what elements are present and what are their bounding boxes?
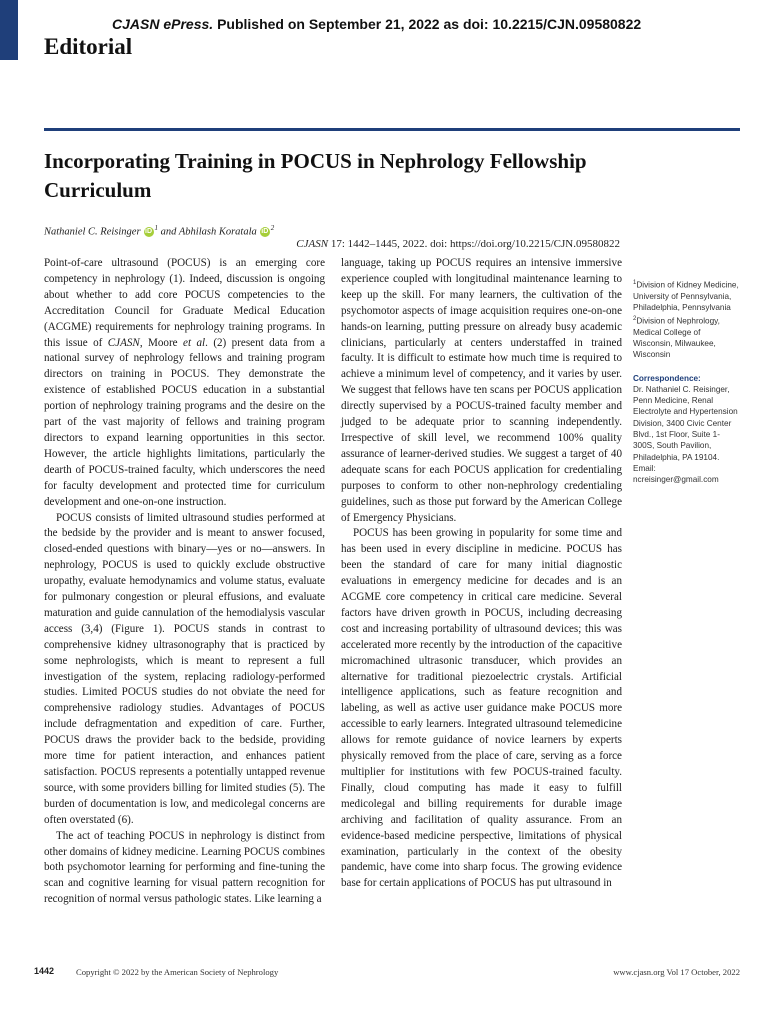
paragraph: POCUS has been growing in popularity for some time and has been used in every discipline in medicine. POCUS has been the standard of care for many initial diagnostic evaluations in emergency medicine for decades and is an ACGME core competency in critical care medicine. Several factors have driven growth in POCUS, including decreasing cost and increasing portability of ultrasound devices; this was accelerated more recently by the introduction of the capacitive micromachined ultrasonic transducer, which provides an alternative for traditional piezoelectric crystals. Artificial intelligence applications, such as feature recognition and labeling, as well as active user guidance make POCUS more accessible to early learners. Integrated ultrasound telemedicine allows for remote guidance of novice learners by experts physically removed from the place of care, serving as a force multiplier for institutions with few POCUS-trained faculty. Finally, cloud computing has made it easy to fulfill medicolegal and billing requirements for durable image archiving and facilitation of quality assurance. From an evidence-based medicine perspective, limitations of physical examination, particularly in the context of the obesity pandemic, have come into sharp focus. The growing evidence base for certain applications of POCUS has put ultrasound in (341, 527, 622, 890)
paragraph: POCUS consists of limited ultrasound studies performed at the bedside by the provider and is meant to answer focused, closed-ended questions with binary—yes or no—answers. In nephrology, POCUS is used to quickly exclude obstructive uropathy, evaluate hemodynamics and volume status, evaluate for pulmonary congestion or pleural effusions, and evaluate maturation and guide cannulation of the hemodialysis vascular access (3,4) (Figure 1). POCUS stands in contrast to comprehensive kidney ultrasonography that is practiced by some nephrologists, which is meant to represent a full investigation of the system, replacing radiology-performed studies. Limited POCUS studies do not obviate the need for comprehensive radiology studies. Advantages of POCUS include defragmentation and expedition of care. Further, POCUS draws the provider back to the bedside, providing more time for patient interaction, and enhances patient satisfaction. POCUS represents a potentially untapped revenue source, with some providers billing for limited studies (5). The burden of documentation is low, and medicolegal concerns are often overstated (6). (44, 511, 325, 826)
paragraph-text: , Moore (139, 336, 184, 349)
affiliation-2 (633, 314, 741, 361)
citation-journal: CJASN (296, 238, 329, 250)
footer-copyright: Copyright © 2022 by the American Society of Nephrology (76, 967, 279, 977)
citation-doi[interactable]: 17: 1442–1445, 2022. doi: https://doi.org/10.2215/CJN.09580822 (330, 238, 620, 250)
journal-name: CJASN (107, 336, 140, 349)
affiliation-text: Division of Kidney Medicine, University of Pennsylvania, Philadelphia, Pennsylvania (633, 280, 739, 313)
paragraph: language, taking up POCUS requires an intensive immersive experience coupled with longitudinal maintenance learning to keep up the skill. For many learners, the cultivation of the psychomotor aspects of image acquisition requires one-on-one hands-on learning, putting pressure on already busy academic clinicians, particularly at centers understaffed in trained faculty. It is difficult to estimate how much time is required to achieve a minimum level of competency, and it varies by user. We suggest that fellows have ten scans per POCUS application directly supervised by a POCUS-trained faculty member and judged to be adequate prior to scanning independently. Irrespective of skill level, we recommend 100% quality assurance of learner-derived studies. We suggest a target of 40 adequate scans for each POCUS application for credentialing purposes to conform to other non-nephrology credentialing guidelines, such as those put forward by the American College of Emergency Physicians. (341, 257, 622, 524)
section-label: Editorial (44, 34, 133, 59)
header-rule (44, 128, 740, 131)
body-column-1 (44, 256, 325, 908)
body-column-2 (341, 256, 622, 892)
author-2-affiliation: 2 (270, 224, 275, 232)
author-conjunction: and (160, 226, 177, 238)
affiliation-text: Division of Nephrology, Medical College of Wisconsin, Milwaukee, Wisconsin (633, 316, 720, 360)
orcid-icon[interactable]: iD (145, 228, 153, 236)
article-title: Incorporating Training in POCUS in Nephrology Fellowship Curriculum (44, 149, 587, 202)
et-al: et al (183, 336, 206, 349)
affiliation-marker: 2 (633, 315, 637, 322)
epress-banner (112, 16, 641, 32)
citation-line (296, 238, 620, 250)
author-1-affiliation: 1 (154, 224, 159, 232)
footer-journal-info: www.cjasn.org Vol 17 October, 2022 (613, 967, 740, 977)
correspondence-heading: Correspondence: (633, 373, 701, 383)
epress-text: Published on September 21, 2022 as doi: 10.2215/CJN.09580822 (217, 16, 642, 32)
affiliation-1 (633, 278, 741, 314)
corner-mark (0, 0, 18, 60)
author-2: Abhilash Koratala (178, 226, 257, 238)
affiliation-marker: 1 (633, 280, 637, 286)
sidebar (633, 278, 741, 486)
orcid-icon[interactable]: iD (261, 228, 269, 236)
correspondence-text: Dr. Nathaniel C. Reisinger, Penn Medicine, Renal Electrolyte and Hypertension Division, 3400 Civic Center Blvd., 1st Floor, Suite 1-300S, South Pavilion, Philadelphia, PA 19104. Email: ncreisinger@gmail.com (633, 384, 738, 485)
affiliations (633, 278, 741, 361)
author-line (44, 224, 274, 238)
paragraph (44, 256, 325, 511)
paragraph: The act of teaching POCUS in nephrology is distinct from other domains of kidney medicine. Learning POCUS combines both psychomotor learning for performing and fine-tuning the scan and cognitive learning for visual pattern recognition for recognition of normal versus pathologic states. Like learning a (44, 829, 325, 906)
author-1: Nathaniel C. Reisinger (44, 226, 141, 238)
paragraph-text: . (2) present data from a national survey of nephrology fellows and training program directors on training in POCUS. They demonstrate the existence of established POCUS education in a substantial portion of nephrology training programs and the desire on the part of the vast majority of fellows and training program directors to expand learning opportunities in this sector. However, the article highlights limitations, particularly the dearth of POCUS-trained faculty, which underscores the need for faculty development and protected time for curriculum development and one-on-one instruction. (44, 336, 325, 508)
paragraph-text: Point-of-care ultrasound (POCUS) is an emerging core competency in nephrology (1). Indeed, discussion is ongoing about whether to add core POCUS competencies to the Accreditation Council for Graduate Medical Education (ACGME) requirements for nephrology training programs. In this issue of (44, 257, 325, 349)
epress-journal: CJASN ePress. (112, 16, 214, 32)
page-number: 1442 (34, 966, 55, 976)
